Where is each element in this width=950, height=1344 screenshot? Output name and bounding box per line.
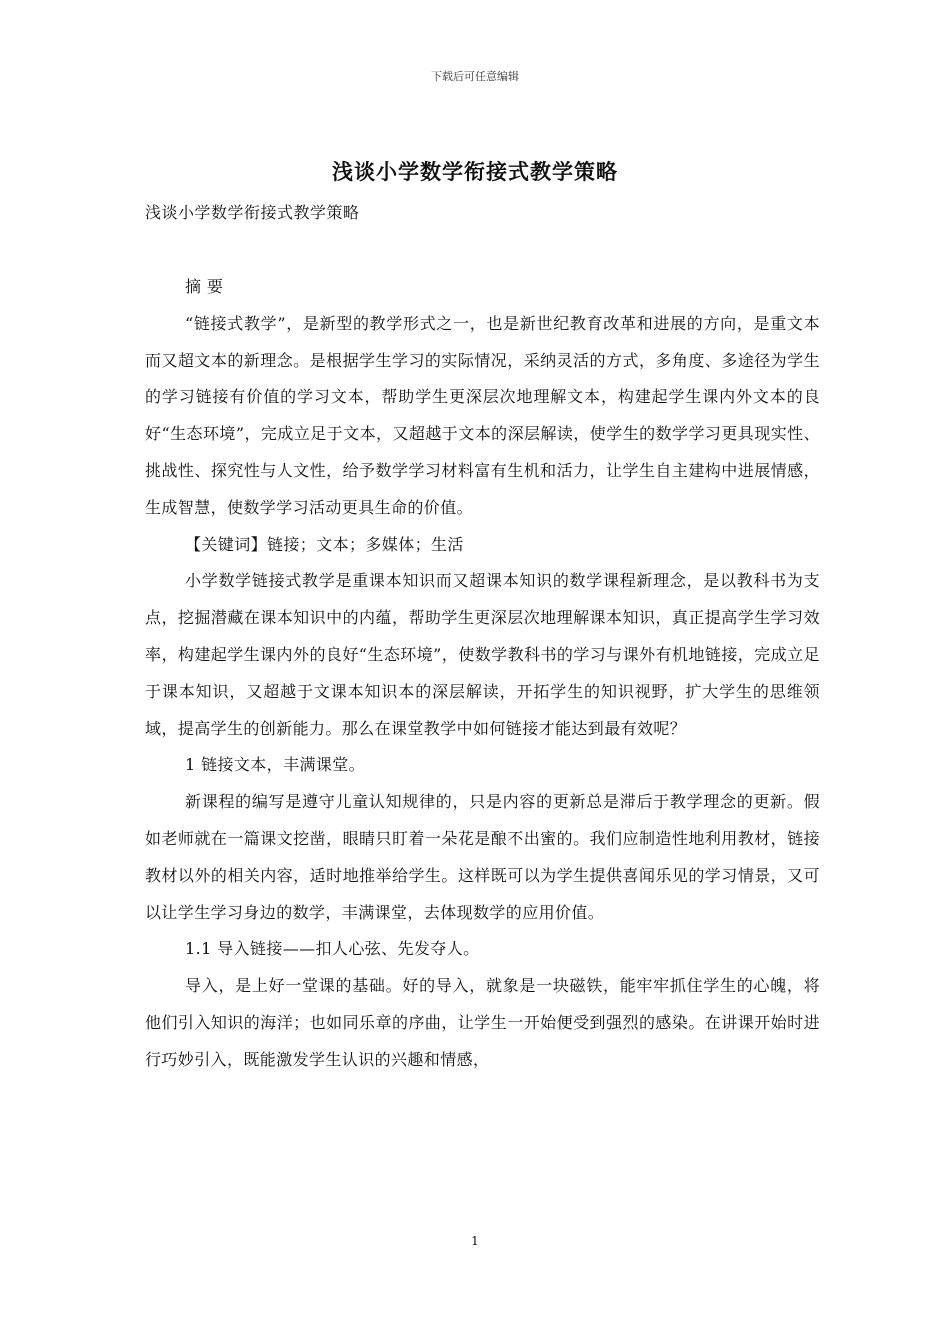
page-header: 下载后可任意编辑: [431, 70, 519, 83]
document-subtitle: 浅谈小学数学衔接式教学策略: [145, 203, 360, 222]
abstract-paragraph: “链接式教学”，是新型的教学形式之一，也是新世纪教育改革和进展的方向，是重文本而又超文本的新理念。是根据学生学习的实际情况，采纳灵活的方式，多角度、多途径为学生的学习链接有价值的学习文本，帮助学生更深层次地理解文本，构建起学生课内外文本的良好“生态环境”，完成立足于文本，又超越于文本的深层解读，使学生的数学学习更具现实性、挑战性、探究性与人文性，给予数学学习材料富有生机和活力，让学生自主建构中进展情感，生成智慧，使数学学习活动更具生命的价值。: [145, 313, 820, 517]
section-1-paragraph: 新课程的编写是遵守儿童认知规律的，只是内容的更新总是滞后于教学理念的更新。假如老师就在一篇课文挖凿，眼睛只盯着一朵花是酿不出蜜的。我们应制造性地利用教材，链接教材以外的相关内容，适时地推举给学生。这样既可以为学生提供喜闻乐见的学习情景，又可以让学生学习身边的数学，丰满课堂，去体现数学的应用价值。: [145, 792, 820, 922]
section-1-1-paragraph: 导入，是上好一堂课的基础。好的导入，就象是一块磁铁，能牢牢抓住学生的心魄，将他们引入知识的海洋；也如同乐章的序曲，让学生一开始便受到强烈的感染。在讲课开始时进行巧妙引入，既能激发学生认识的兴趣和情感，: [145, 976, 820, 1069]
keywords-line: 【关键词】链接；文本；多媒体；生活: [185, 534, 464, 554]
abstract-heading: 摘 要: [185, 277, 224, 296]
document-title: 浅谈小学数学衔接式教学策略: [332, 159, 618, 184]
section-heading-1-1: 1.1 导入链接——扣人心弦、先发夺人。: [185, 939, 480, 959]
section-heading-1: 1 链接文本，丰满课堂。: [185, 755, 366, 775]
document-body: [145, 269, 820, 1079]
page-number: 1: [471, 1234, 479, 1248]
intro-paragraph: 小学数学链接式教学是重课本知识而又超课本知识的数学课程新理念，是以教科书为支点，挖掘潜藏在课本知识中的内蕴，帮助学生更深层次地理解课本知识，真正提高学生学习效率，构建起学生课内外的良好“生态环境”，使数学教科书的学习与课外有机地链接，完成立足于课本知识，又超越于文课本知识本的深层解读，开拓学生的知识视野，扩大学生的思维领域，提高学生的创新能力。那么在课堂教学中如何链接才能达到最有效呢？: [145, 571, 820, 738]
